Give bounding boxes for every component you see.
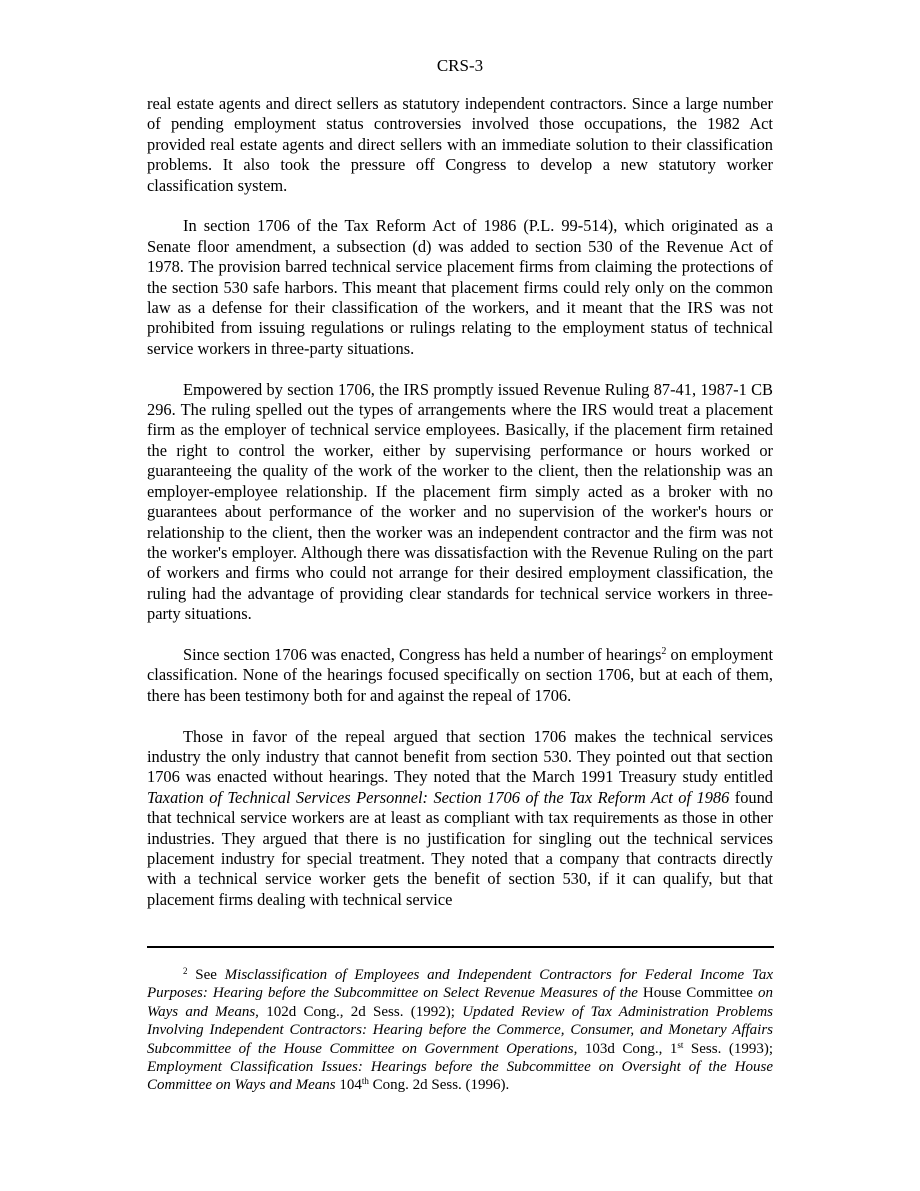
paragraph-5-text-a: Those in favor of the repeal argued that section 1706 makes the technical services industry the only industry that cannot benefit from section 530. They pointed out that section 1706 was enacted without hearings. They noted that the March 1991 Treasury study entitled <box>147 726 773 787</box>
footnote <box>147 966 773 1095</box>
paragraph-1: real estate agents and direct sellers as statutory independent contractors. Since a large number of pending employment status controversies involved those occupations, the 1982 Act provided real estate agents and direct sellers with an immediate solution to their classification problems. It also took the pressure off Congress to develop a new statutory worker classification system. <box>147 94 773 195</box>
footnote-marker: 2 <box>183 966 188 976</box>
paragraph-4-text-b: on employment classification. None of the hearings focused specifically on section 1706, but at each of them, there has been testimony both for and against the repeal of 1706. <box>147 644 773 705</box>
paragraph-2: In section 1706 of the Tax Reform Act of 1986 (P.L. 99-514), which originated as a Senate floor amendment, a subsection (d) was added to section 530 of the Revenue Act of 1978. The provision barred technical service placement firms from claiming the protections of the section 530 safe harbors. This meant that placement firms could rely only on the common law as a defense for their classification of the workers, and it meant that the IRS was not prohibited from issuing regulations or rulings relating to the employment status of technical service workers in three-party situations. <box>147 216 773 358</box>
footnote-separator <box>147 946 774 948</box>
footnote-hearing-title-2: Updated Review of Tax Administration Problems Involving Independent Contractors: Hearing before the Commerce, Consumer, and Monetary Affairs Subcommittee of the House Committee on Government Operations <box>147 1003 774 1057</box>
paragraph-5-text-b: found that technical service workers are at least as compliant with tax requirements as those in other industries. They argued that there is no justification for singling out the technical services placement industry for special treatment. They noted that a company that contracts directly with a technical service worker gets the benefit of section 530, if it can qualify, but that placement firms dealing with technical service <box>147 787 773 909</box>
footnote-text-5: 104 <box>335 1077 362 1094</box>
paragraph-5 <box>147 727 773 911</box>
footnote-text-4: Sess. (1993); <box>683 1040 773 1057</box>
paragraph-4-text-a: Since section 1706 was enacted, Congress has held a number of hearings <box>183 644 662 664</box>
footnote-text-2: , 102d Cong., 2d Sess. (1992); <box>255 1003 463 1020</box>
footnote-committee-name: on Ways and Means <box>147 985 773 1020</box>
paragraph-4 <box>147 645 773 706</box>
footnote-hearing-title-3: Employment Classification Issues: Hearings before the Subcommittee on Oversight of the House Committee on Ways and Means <box>147 1059 773 1094</box>
footnote-ordinal-st: st <box>677 1039 684 1050</box>
paragraph-3: Empowered by section 1706, the IRS promptly issued Revenue Ruling 87-41, 1987-1 CB 296. The ruling spelled out the types of arrangements where the IRS would treat a placement firm as the employer of technical service employees. Basically, if the placement firm retained the right to control the worker, either by supervising performance or hours worked or guaranteeing the quality of the work of the worker to the client, then the relationship was an employer-employee relationship. If the placement firm simply acted as a broker with no guarantees about performance of the worker and no supervision of the worker's hours or relationship to the client, then the worker was an independent contractor and the firm was not the worker's employer. Although there was dissatisfaction with the Revenue Ruling on the part of workers and firms who could not arrange for their desired employment classification, the ruling had the advantage of providing clear standards for technical service workers in three-party situations. <box>147 379 773 624</box>
footnote-text-3: , 103d Cong., 1 <box>573 1040 678 1057</box>
footnote-text-1: House Committee <box>637 985 758 1002</box>
footnote-reference: 2 <box>661 645 667 657</box>
footnote-hearing-title-1: Misclassification of Employees and Independent Contractors for Federal Income Tax Purposes: Hearing before the Subcommittee on Select Revenue Measures of the <box>147 967 773 1002</box>
footnote-see: See <box>187 967 225 983</box>
body-text <box>147 94 773 910</box>
footnote-text-6: Cong. 2d Sess. (1996). <box>368 1077 510 1094</box>
treasury-study-title: Taxation of Technical Services Personnel: Section 1706 of the Tax Reform Act of 1986 <box>147 787 730 807</box>
page-number-header: CRS-3 <box>436 56 484 75</box>
footnote-ordinal-th: th <box>361 1076 369 1087</box>
